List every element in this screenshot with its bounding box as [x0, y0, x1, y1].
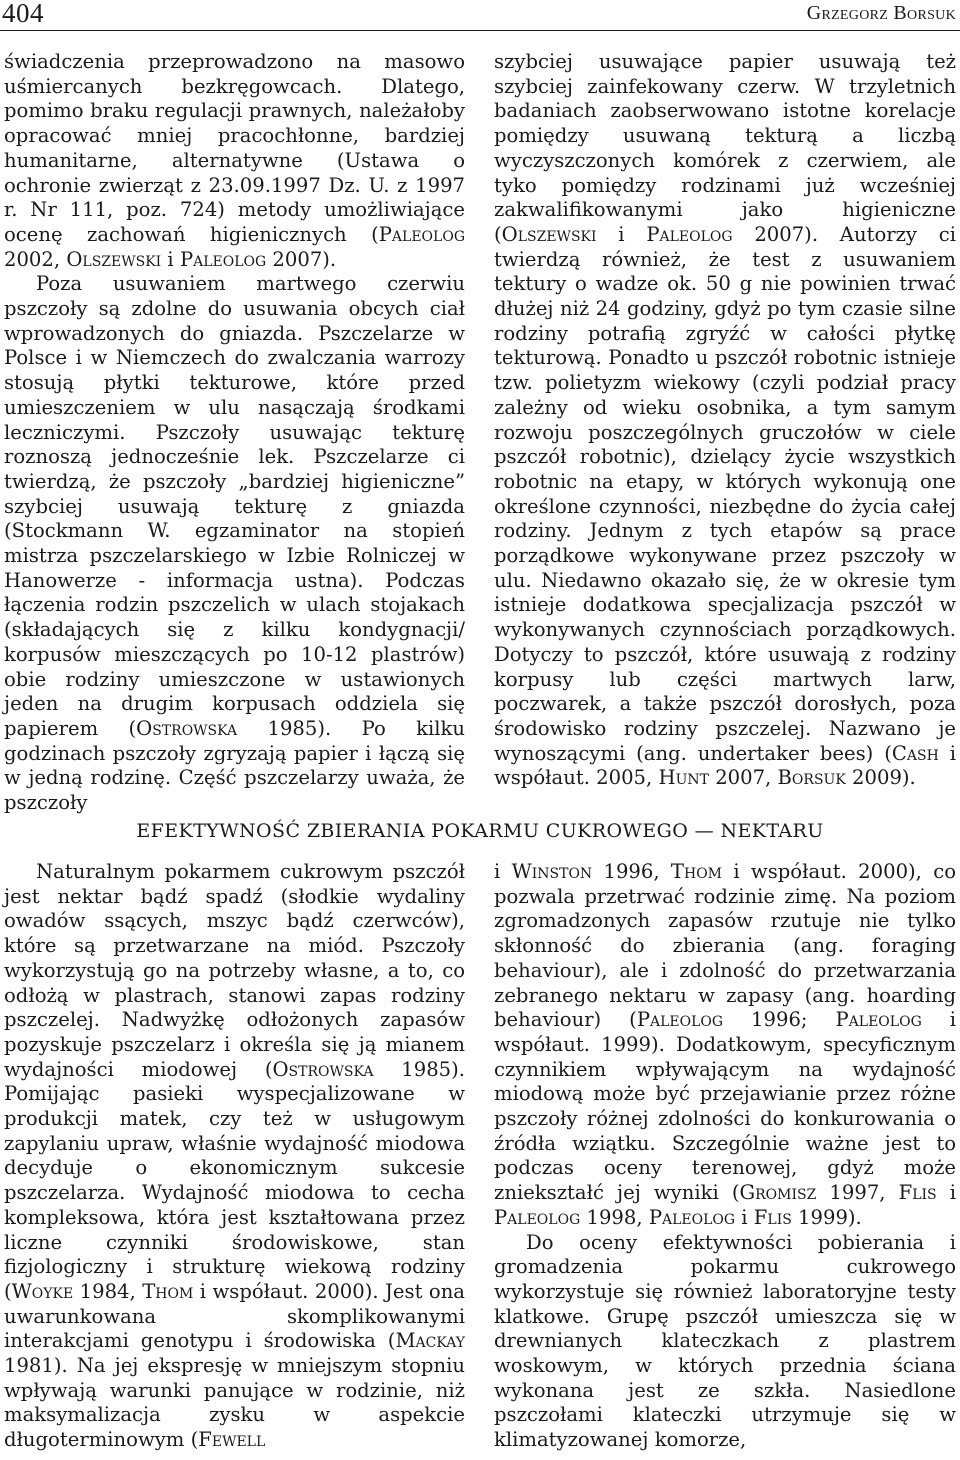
citation-author: Borsuk — [777, 766, 846, 790]
text-column-top-left — [4, 50, 465, 816]
paragraph: świadczenia przeprowadzono na masowo uśmiercanych bezkręgowcach. Dlatego, pomimo braku regulacji prawnych, należałoby opracować mniej pracochłonne, bardziej humanitarne, alternatywne (Ustawa o ochronie zwierząt z 23.09.1997 Dz. U. z 1997 r. Nr 111, poz. 724) metody umożliwiające ocenę zachowań higienicznych (Paleolog 2002, Olszewski i Paleolog 2007). — [4, 50, 465, 271]
citation-author: Paleolog — [494, 1205, 581, 1229]
header-rule — [0, 30, 960, 31]
citation-author: Paleolog — [636, 1008, 724, 1032]
citation-author: Ostrowska — [136, 716, 238, 740]
citation-author: Paleolog — [646, 222, 733, 246]
citation-author: Winston — [511, 860, 593, 883]
citation-author: Olszewski — [501, 222, 597, 246]
citation-author: Hunt — [658, 766, 709, 790]
text-column-bottom-right — [494, 860, 956, 1453]
citation-author: Mackay — [395, 1329, 465, 1353]
text-column-top-right — [494, 50, 956, 791]
citation-author: Gromisz — [739, 1181, 817, 1205]
running-head-author: Grzegorz Borsuk — [806, 2, 956, 24]
citation-author: Woyke — [11, 1279, 74, 1303]
citation-author: Thom — [670, 860, 723, 883]
citation-author: Fewell — [198, 1428, 266, 1452]
section-heading: EFEKTYWNOŚĆ ZBIERANIA POKARMU CUKROWEGO — NEKTARU — [136, 820, 824, 842]
citation-author: Ostrowska — [272, 1057, 374, 1081]
text-column-bottom-left — [4, 860, 465, 1453]
citation-author: Thom — [142, 1279, 194, 1303]
paragraph: Poza usuwaniem martwego czerwiu pszczoły są zdolne do usuwania obcych ciał wprowadzonych do gniazda. Pszczelarze w Polsce i w Niemczech do zwalczania warrozy stosują płytki tekturowe, które przed umieszczeniem w ulu nasączają środkami leczniczymi. Pszczoły usuwając tekturę roznoszą jednocześnie lek. Pszczelarze ci twierdzą, że pszczoły „bardziej higieniczne” szybciej usuwają tekturę z gniazda (Stockmann W. egzaminator na stopień mistrza pszczelarskiego w Izbie Rolniczej w Hanowerze - informacja ustna). Podczas łączenia rodzin pszczelich w ulach stojakach (składających się z kilku kondygnacji/ korpusów mieszczących po 10-12 plastrów) obie rodziny umieszczone w ustawionych jeden na drugim korpusach oddziela się papierem (Ostrowska 1985). Po kilku godzinach pszczoły zgryzają papier i łączą się w jedną rodzinę. Część pszczelarzy uważa, że pszczoły — [4, 272, 465, 815]
paragraph: szybciej usuwające papier usuwają też szybciej zainfekowany czerw. W trzyletnich badaniach zaobserwowano istotne korelacje pomiędzy usuwaną tekturą a liczbą wyczyszczonych komórek z czerwiem, ale tyko pomiędzy rodzinami już wcześniej zakwalifikowanymi jako higieniczne (Olszewski i Paleolog 2007). Autorzy ci twierdzą również, że test z usuwaniem tektury o wadze ok. 50 g nie powinien trwać dłużej niż 24 godziny, gdyż po tym czasie silne rodziny potrafią zgryźć w całości płytkę tekturową. Ponadto u pszczół robotnic istnieje tzw. polietyzm wiekowy (czyli podział pracy zależny od wieku osobnika, a tym samym rozwoju poszczególnych gruczołów w ciele pszczół robotnic), dzielący życie wszystkich robotnic na etapy, w których wykonują one określone czynności, niezbędne do życia całej rodziny. Jednym z tych etapów są prace porządkowe wykonywane przez pszczoły w ulu. Niedawno okazało się, że w okresie tym istnieje dodatkowa specjalizacja pszczół w wykonywanych czynnościach porządkowych. Dotyczy to pszczół, które usuwają z rodziny korpusy lub części martwych larw, poczwarek, a także pszczół dorosłych, poza środowisko rodziny pszczelej. Nazwano je wynoszącymi (ang. undertaker bees) (Cash i współaut. 2005, Hunt 2007, Borsuk 2009). — [494, 50, 957, 790]
citation-author: Flis — [898, 1181, 937, 1205]
paragraph: Do oceny efektywności pobierania i gromadzenia pokarmu cukrowego wykorzystuje się również laboratoryjne testy klatkowe. Grupę pszczół umieszcza się w drewnianych klateczkach z plastrem woskowym, w których przednia ściana wykonana jest ze szkła. Nasiedlone pszczołami klateczki utrzymuje się w klimatyzowanej komorze, — [494, 1230, 956, 1452]
citation-author: Paleolog — [648, 1205, 736, 1229]
citation-author: Cash — [891, 741, 939, 765]
citation-author: Paleolog — [835, 1008, 922, 1032]
paragraph: i Winston 1996, Thom i współaut. 2000), co pozwala przetrwać rodzinie zimę. Na poziom zgromadzonych zapasów rzutuje nie tylko skłonność do zbierania (ang. foraging behaviour), ale i zdolność do przetwarzania zebranego nektaru w zapasy (ang. hoarding behaviour) (Paleolog 1996; Paleolog i współaut. 1999). Dodatkowym, specyficznym czynnikiem wpływającym na wydajność miodową może być przejawianie przez różne pszczoły różnej zdolności do konkurowania o źródła wziątku. Szczególnie ważne jest to podczas oceny terenowej, gdyż może zniekształć jej wyniki (Gromisz 1997, Flis i Paleolog 1998, Paleolog i Flis 1999). — [494, 860, 956, 1229]
citation-author: Paleolog — [179, 247, 267, 271]
citation-author: Olszewski — [66, 247, 162, 271]
citation-author: Paleolog — [378, 222, 465, 246]
page-number: 404 — [2, 0, 44, 28]
paragraph: Naturalnym pokarmem cukrowym pszczół jest nektar bądź spadź (słodkie wydaliny owadów ssących, mszyc bądź czerwców), które są przetwarzane na miód. Pszczoły wykorzystują go na potrzeby własne, a to, co odłożą w plastrach, stanowi zapas rodziny pszczelej. Nadwyżkę odłożonych zapasów pozyskuje pszczelarz i określa się ją mianem wydajności miodowej (Ostrowska 1985). Pomijając pasieki wyspecjalizowane w produkcji matek, czy też w usługowym zapylaniu upraw, właśnie wydajność miodowa decyduje o ekonomicznym sukcesie pszczelarza. Wydajność miodowa to cecha kompleksowa, która jest kształtowana przez liczne czynniki środowiskowe, stan fizjologiczny i strukturę wiekową rodziny (Woyke 1984, Thom i współaut. 2000). Jest ona uwarunkowana skomplikowanymi interakcjami genotypu i środowiska (Mackay 1981). Na jej ekspresję w mniejszym stopniu wpływają warunki panujące w rodzinie, niż maksymalizacja zysku w aspekcie długoterminowym (Fewell — [4, 860, 465, 1452]
citation-author: Flis — [753, 1205, 792, 1229]
